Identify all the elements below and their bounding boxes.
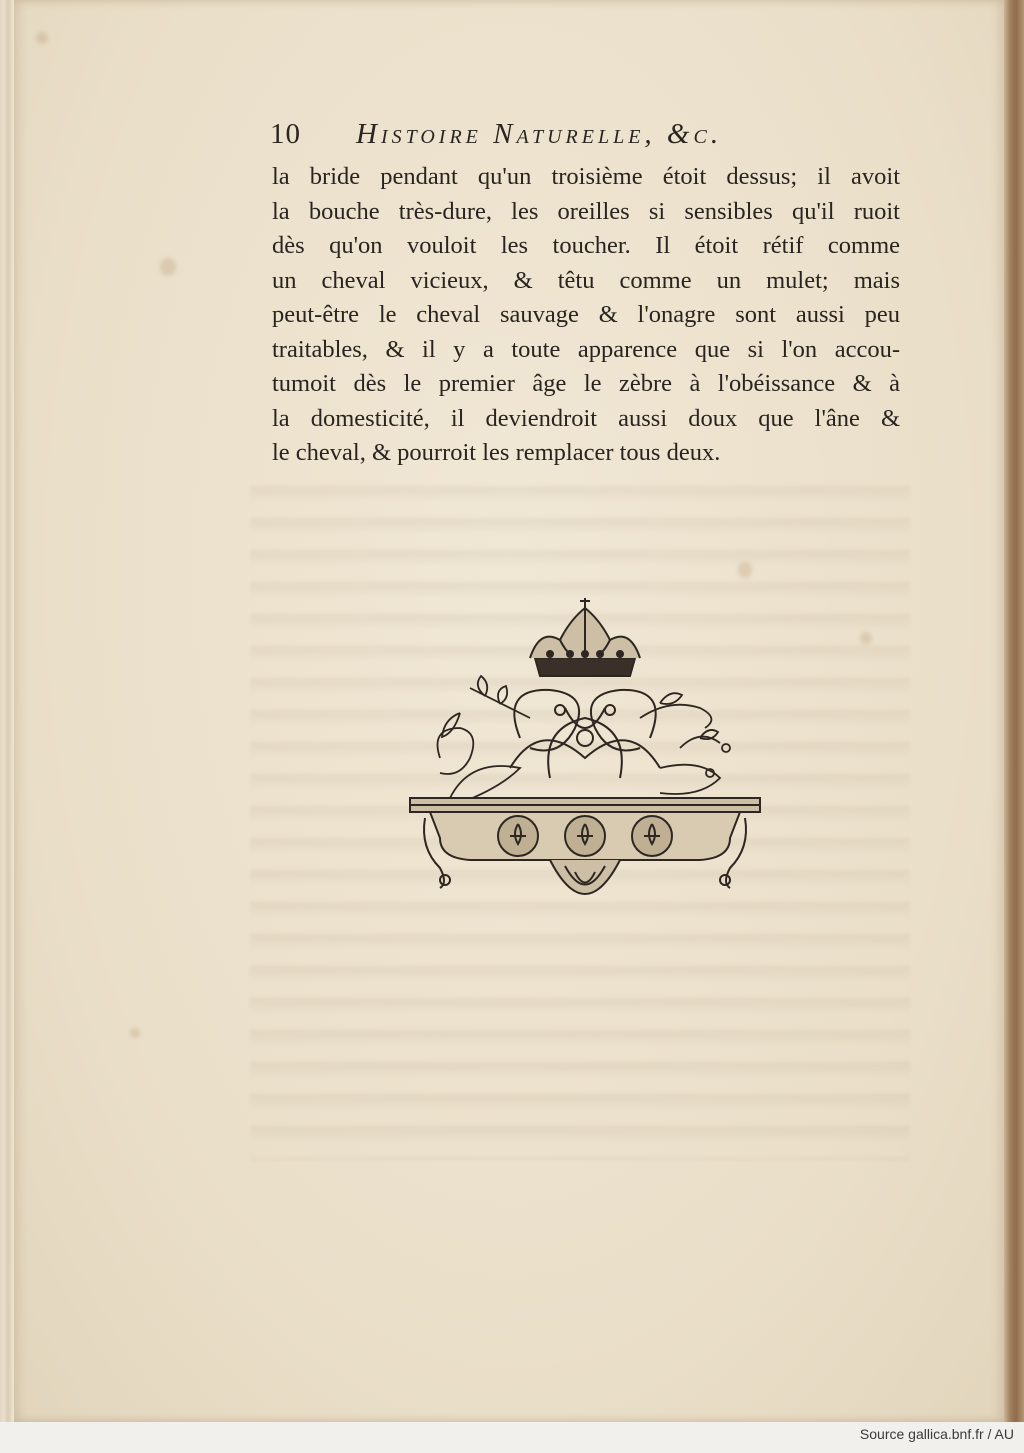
text-line: tumoit dès le premier âge le zèbre à l'obéissance & à <box>272 370 900 397</box>
text-line: le cheval, & pourroit les remplacer tous deux. <box>272 439 721 466</box>
running-title: Histoire Naturelle, &c. <box>356 118 723 150</box>
text-line: la domesticité, il deviendroit aussi doux que l'âne & <box>272 404 900 432</box>
foxing-spot <box>160 258 176 276</box>
running-head <box>270 118 910 158</box>
source-credit: Source gallica.bnf.fr / AU <box>859 1426 1014 1442</box>
foliage-left <box>438 676 531 803</box>
page-number: 10 <box>270 118 301 150</box>
foxing-spot <box>130 1028 140 1038</box>
text-line: la bouche très-dure, les oreilles si sensibles qu'il ruoit <box>272 197 900 225</box>
cipher-scrolls <box>510 690 660 778</box>
binding-edge <box>1004 0 1024 1422</box>
body-text <box>272 160 900 471</box>
foxing-spot <box>36 32 48 44</box>
text-line: traitables, & il y a toute apparence que si l'on accou- <box>272 335 900 363</box>
text-line: la bride pendant qu'un troisième étoit dessus; il avoit <box>272 163 900 190</box>
text-line: dès qu'on vouloit les toucher. Il étoit rétif comme <box>272 232 900 259</box>
crown-icon <box>530 598 640 676</box>
text-line: peut-être le cheval sauvage & l'onagre sont aussi peu <box>272 301 900 328</box>
text-line: un cheval vicieux, & têtu comme un mulet; mais <box>272 266 900 294</box>
foliage-right <box>640 693 730 794</box>
crown-cipher-ornament <box>400 598 770 928</box>
console-shelf <box>410 798 760 894</box>
foxing-spot <box>860 632 872 644</box>
foxing-spot <box>738 562 752 578</box>
